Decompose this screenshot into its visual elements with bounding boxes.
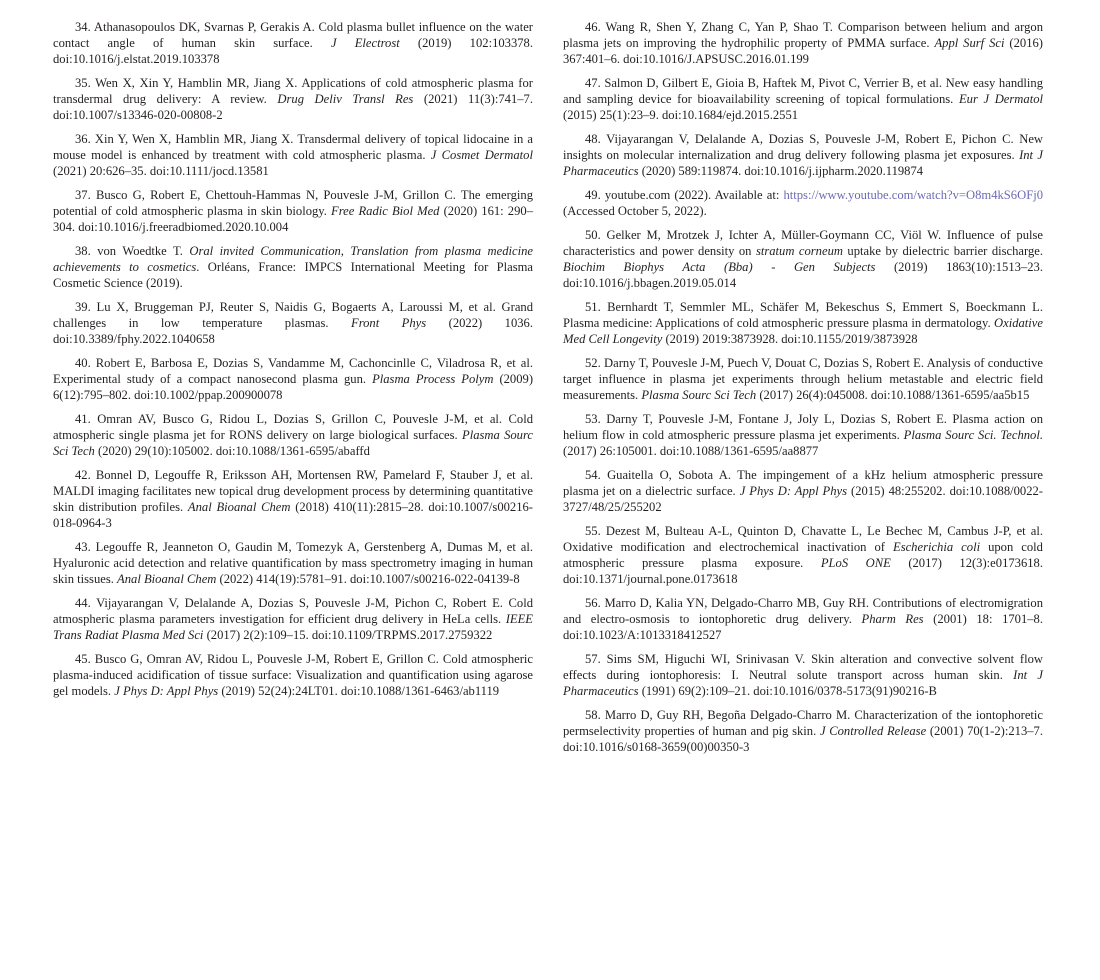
reference-text: (2020) 29(10):105002. doi:10.1088/1361-6595/abaffd <box>94 443 370 458</box>
reference-text: (2020) 161: 290–304. doi:10.1016/j.freeradbiomed.2020.10.004 <box>53 203 533 234</box>
reference-entry: 45. Busco G, Omran AV, Ridou L, Pouvesle J-M, Robert E, Grillon C. Cold atmospheric plasma-induced acidification of tissue surface: Visualization and quantification using agarose gel models. J Phys D: Appl Phys (2019) 52(24):24LT01. doi:10.1088/1361-6463/ab1119 <box>53 652 533 698</box>
reference-text: Athanasopoulos DK, Svarnas P, Gerakis A. Cold plasma bullet influence on the water contact angle of human skin surface. <box>53 20 533 50</box>
journal-title: Plasma Sourc Sci. Technol. <box>903 428 1043 443</box>
reference-number: 50 <box>585 228 598 243</box>
journal-title: Anal Bioanal Chem <box>187 499 291 514</box>
journal-title: Free Radic Biol Med <box>331 203 440 218</box>
reference-entry: 49. youtube.com (2022). Available at: https://www.youtube.com/watch?v=O8m4kS6OFj0 (Accessed October 5, 2022). <box>563 188 1043 218</box>
reference-number: 52 <box>585 356 598 371</box>
journal-title: J Controlled Release <box>819 724 927 738</box>
reference-entry: 57. Sims SM, Higuchi WI, Srinivasan V. Skin alteration and convective solvent flow effects during iontophoresis: I. Neutral solute transport across human skin. Int J Pharmaceutics (1991) 69(2):109–21. doi:10.1016/0378-5173(91)90216-B <box>563 652 1044 698</box>
reference-text: (2019) 2019:3873928. doi:10.1155/2019/3873928 <box>662 331 918 346</box>
reference-text: Busco G, Omran AV, Ridou L, Pouvesle J-M, Robert E, Grillon C. Cold atmospheric plasma-induced acidification of tissue surface: Visualization and quantification using agarose gel models. <box>53 652 533 698</box>
reference-entry: 46. Wang R, Shen Y, Zhang C, Yan P, Shao T. Comparison between helium and argon plasma jets on improving the hydrophilic property of PMMA surface. Appl Surf Sci (2016) 367:401–6. doi:10.1016/J.APSUSC.2016.01.199 <box>563 20 1043 66</box>
journal-title: PLoS ONE <box>820 555 891 570</box>
reference-entry: 41. Omran AV, Busco G, Ridou L, Dozias S, Grillon C, Pouvesle J-M, et al. Cold atmospheric single plasma jet for RONS delivery on large biological surfaces. Plasma Sourc Sci Tech (2020) 29(10):105002. doi:10.1088/1361-6595/abaffd <box>53 412 534 458</box>
reference-entry: 54. Guaitella O, Sobota A. The impingement of a kHz helium atmospheric pressure plasma jet on a dielectric surface. J Phys D: Appl Phys (2015) 48:255202. doi:10.1088/0022-3727/48/25/255202 <box>563 468 1044 514</box>
reference-text: (2018) 410(11):2815–28. doi:10.1007/s00216-018-0964-3 <box>53 499 534 530</box>
reference-text: Omran AV, Busco G, Ridou L, Dozias S, Grillon C, Pouvesle J-M, et al. Cold atmospheric single plasma jet for RONS delivery on large biological surfaces. <box>53 412 534 443</box>
reference-text: Lu X, Bruggeman PJ, Reuter S, Naidis G, Bogaerts A, Laroussi M, et al. Grand challenges in low temperature plasmas. <box>53 300 534 330</box>
reference-text: (2022) 1036. doi:10.3389/fphy.2022.1040658 <box>53 315 534 346</box>
journal-title: Int J Pharmaceutics <box>563 667 1043 698</box>
reference-text: (2015) 48:255202. doi:10.1088/0022-3727/48/25/255202 <box>563 484 1043 514</box>
reference-entry: 50. Gelker M, Mrotzek J, Ichter A, Müller-Goymann CC, Viöl W. Influence of pulse characteristics and power density on stratum corneum uptake by dielectric barrier discharge. Biochim Biophys Acta (Bba) - Gen Subjects (2019) 1863(10):1513–23. doi:10.1016/j.bbagen.2019.05.014 <box>563 228 1044 290</box>
reference-text: von Woedtke T. <box>97 244 190 259</box>
journal-title: Plasma Sourc Sci Tech <box>53 428 533 458</box>
reference-entry: 58. Marro D, Guy RH, Begoña Delgado-Charro M. Characterization of the iontophoretic permselectivity properties of human and pig skin. J Controlled Release (2001) 70(1-2):213–7. doi:10.1016/s0168-3659(00)00350-3 <box>563 708 1044 754</box>
reference-number: 39 <box>75 300 88 315</box>
reference-text: (2015) 25(1):23–9. doi:10.1684/ejd.2015.2551 <box>563 107 799 122</box>
reference-text: Marro D, Guy RH, Begoña Delgado-Charro M. Characterization of the iontophoretic permselectivity properties of human and pig skin. <box>563 708 1044 738</box>
reference-entry: 47. Salmon D, Gilbert E, Gioia B, Haftek M, Pivot C, Verrier B, et al. New easy handling and sampling device for bioavailability screening of topical formulations. Eur J Dermatol (2015) 25(1):23–9. doi:10.1684/ejd.2015.2551 <box>563 76 1043 122</box>
reference-text: Busco G, Robert E, Chettouh-Hammas N, Pouvesle J-M, Grillon C. The emerging potential of cold atmospheric plasma in skin biology. <box>53 188 533 218</box>
reference-text: (2021) 11(3):741–7. doi:10.1007/s13346-020-00808-2 <box>53 91 533 122</box>
reference-number: 51 <box>585 300 598 315</box>
reference-entry: 40. Robert E, Barbosa E, Dozias S, Vandamme M, Cachoncinlle C, Viladrosa R, et al. Experimental study of a compact nanosecond plasma gun. Plasma Process Polym (2009) 6(12):795–802. doi:10.1002/ppap.200900078 <box>53 356 534 402</box>
journal-title: J Cosmet Dermatol <box>430 147 533 162</box>
reference-number: 34 <box>75 20 88 34</box>
reference-entry: 35. Wen X, Xin Y, Hamblin MR, Jiang X. Applications of cold atmospheric plasma for transdermal drug delivery: A review. Drug Deliv Transl Res (2021) 11(3):741–7. doi:10.1007/s13346-020-00808-2 <box>53 76 533 122</box>
reference-text: Guaitella O, Sobota A. The impingement of a kHz helium atmospheric pressure plasma jet on a dielectric surface. <box>563 468 1044 499</box>
reference-text: (2021) 20:626–35. doi:10.1111/jocd.13581 <box>53 163 269 178</box>
reference-number: 58 <box>585 708 598 723</box>
reference-number: 38 <box>75 244 88 259</box>
reference-text: Marro D, Kalia YN, Delgado-Charro MB, Guy RH. Contributions of electromigration and electro-osmosis to iontophoretic drug delivery. <box>563 596 1044 626</box>
reference-text: Gelker M, Mrotzek J, Ichter A, Müller-Goymann CC, Viöl W. Influence of pulse characteristics and power density on <box>563 228 1044 259</box>
journal-title: J Electrost <box>330 35 400 50</box>
reference-number: 55 <box>585 524 598 539</box>
reference-text: (Accessed October 5, 2022). <box>563 203 707 218</box>
reference-number: 44 <box>75 596 88 611</box>
reference-text: Wen X, Xin Y, Hamblin MR, Jiang X. Applications of cold atmospheric plasma for transdermal drug delivery: A review. <box>53 76 533 106</box>
reference-text: (2019) 1863(10):1513–23. doi:10.1016/j.bbagen.2019.05.014 <box>563 259 1043 290</box>
reference-text: (2017) 2(2):109–15. doi:10.1109/TRPMS.2017.2759322 <box>203 627 493 642</box>
journal-title: J Phys D: Appl Phys <box>114 683 219 698</box>
reference-text: (2017) 12(3):e0173618. doi:10.1371/journal.pone.0173618 <box>563 555 1043 586</box>
reference-entry: 43. Legouffe R, Jeanneton O, Gaudin M, Tomezyk A, Gerstenberg A, Dumas M, et al. Hyaluronic acid detection and relative quantification by mass spectrometry imaging in human skin tissues. Anal Bioanal Chem (2022) 414(19):5781–91. doi:10.1007/s00216-022-04139-8 <box>53 540 533 586</box>
reference-entry: 56. Marro D, Kalia YN, Delgado-Charro MB, Guy RH. Contributions of electromigration and electro-osmosis to iontophoretic drug delivery. Pharm Res (2001) 18: 1701–8. doi:10.1023/A:1013318412527 <box>563 596 1044 642</box>
reference-text: (2019) 52(24):24LT01. doi:10.1088/1361-6463/ab1119 <box>218 683 500 698</box>
reference-entry: 39. Lu X, Bruggeman PJ, Reuter S, Naidis G, Bogaerts A, Laroussi M, et al. Grand challenges in low temperature plasmas. Front Phys (2022) 1036. doi:10.3389/fphy.2022.1040658 <box>53 300 534 346</box>
reference-entry: 55. Dezest M, Bulteau A-L, Quinton D, Chavatte L, Le Bechec M, Cambus J-P, et al. Oxidative modification and electrochemical inactivation of Escherichia coli upon cold atmospheric pressure plasma exposure. PLoS ONE (2017) 12(3):e0173618. doi:10.1371/journal.pone.0173618 <box>563 524 1044 586</box>
reference-number: 49 <box>585 188 598 203</box>
reference-text: Bernhardt T, Semmler ML, Schäfer M, Bekeschus S, Emmert S, Boeckmann L. Plasma medicine: Applications of cold atmospheric pressure plasma in dermatology. <box>563 300 1043 330</box>
reference-entry: 42. Bonnel D, Legouffe R, Eriksson AH, Mortensen RW, Pamelard F, Stauber J, et al. MALDI imaging facilitates new topical drug development process by determining quantitative skin distribution profiles. Anal Bioanal Chem (2018) 410(11):2815–28. doi:10.1007/s00216-018-0964-3 <box>53 468 534 530</box>
reference-number: 54 <box>585 468 598 483</box>
reference-text: (1991) 69(2):109–21. doi:10.1016/0378-5173(91)90216-B <box>638 683 937 698</box>
journal-title: J Phys D: Appl Phys <box>739 484 848 499</box>
reference-text: Robert E, Barbosa E, Dozias S, Vandamme M, Cachoncinlle C, Viladrosa R, et al. Experimental study of a compact nanosecond plasma gun. <box>53 356 533 386</box>
reference-text: Dezest M, Bulteau A-L, Quinton D, Chavatte L, Le Bechec M, Cambus J-P, et al. Oxidative modification and electrochemical inactivation of <box>563 524 1044 555</box>
reference-entry: 53. Darny T, Pouvesle J-M, Fontane J, Joly L, Dozias S, Robert E. Plasma action on helium flow in cold atmospheric pressure plasma jet experiments. Plasma Sourc Sci. Technol. (2017) 26:105001. doi:10.1088/1361-6595/aa8877 <box>563 412 1044 458</box>
reference-entry: 48. Vijayarangan V, Delalande A, Dozias S, Pouvesle J-M, Robert E, Pichon C. New insights on molecular internalization and drug delivery following plasma jet exposures. Int J Pharmaceutics (2020) 589:119874. doi:10.1016/j.ijpharm.2020.119874 <box>563 132 1044 178</box>
reference-number: 42 <box>75 468 88 483</box>
reference-number: 48 <box>585 132 598 147</box>
reference-text: (2001) 70(1-2):213–7. doi:10.1016/s0168-3659(00)00350-3 <box>563 724 1043 754</box>
journal-title: Drug Deliv Transl Res <box>277 91 414 106</box>
reference-text: (2001) 18: 1701–8. doi:10.1023/A:1013318412527 <box>563 611 1043 642</box>
reference-text: (2020) 589:119874. doi:10.1016/j.ijpharm.2020.119874 <box>638 163 924 178</box>
reference-text: upon cold atmospheric pressure plasma exposure. <box>563 540 1043 570</box>
reference-text: (2017) 26:105001. doi:10.1088/1361-6595/aa8877 <box>563 443 819 458</box>
reference-text: Darny T, Pouvesle J-M, Fontane J, Joly L, Dozias S, Robert E. Plasma action on helium flow in cold atmospheric pressure plasma jet experiments. <box>563 412 1044 443</box>
reference-number: 45 <box>75 652 88 667</box>
reference-number: 41 <box>75 412 88 427</box>
journal-title: Oral invited Communication, Translation from plasma medicine achievements to cosmetics <box>53 244 534 274</box>
reference-text: (2017) 26(4):045008. doi:10.1088/1361-6595/aa5b15 <box>756 387 1030 402</box>
references-left-column <box>53 20 533 708</box>
reference-number: 53 <box>585 412 598 427</box>
reference-text: (2009) 6(12):795–802. doi:10.1002/ppap.200900078 <box>53 372 534 402</box>
reference-text: uptake by dielectric barrier discharge. <box>842 244 1043 259</box>
reference-number: 47 <box>585 76 598 91</box>
journal-title: IEEE Trans Radiat Plasma Med Sci <box>53 611 533 642</box>
journal-title: Oxidative Med Cell Longevity <box>563 315 1043 346</box>
reference-entry: 51. Bernhardt T, Semmler ML, Schäfer M, Bekeschus S, Emmert S, Boeckmann L. Plasma medicine: Applications of cold atmospheric pressure plasma in dermatology. Oxidative Med Cell Longevity (2019) 2019:3873928. doi:10.1155/2019/3873928 <box>563 300 1043 346</box>
reference-number: 43 <box>75 540 88 555</box>
reference-text: Wang R, Shen Y, Zhang C, Yan P, Shao T. Comparison between helium and argon plasma jets on improving the hydrophilic property of PMMA surface. <box>563 20 1043 50</box>
journal-title: stratum corneum <box>755 244 843 259</box>
reference-text: Darny T, Pouvesle J-M, Puech V, Douat C, Dozias S, Robert E. Analysis of conductive target influence in plasma jet experiments through helium metastable and electric field measurements. <box>563 356 1043 402</box>
reference-entry: 37. Busco G, Robert E, Chettouh-Hammas N, Pouvesle J-M, Grillon C. The emerging potential of cold atmospheric plasma in skin biology. Free Radic Biol Med (2020) 161: 290–304. doi:10.1016/j.freeradbiomed.2020.10.004 <box>53 188 533 234</box>
reference-text: Salmon D, Gilbert E, Gioia B, Haftek M, Pivot C, Verrier B, et al. New easy handling and sampling device for bioavailability screening of topical formulations. <box>563 76 1043 106</box>
journal-title: Biochim Biophys Acta (Bba) - Gen Subjects <box>563 259 876 274</box>
reference-number: 57 <box>585 652 598 667</box>
journal-title: Plasma Process Polym <box>372 372 494 386</box>
reference-text: Bonnel D, Legouffe R, Eriksson AH, Mortensen RW, Pamelard F, Stauber J, et al. MALDI imaging facilitates new topical drug development process by determining quantitative skin distribution profiles. <box>53 468 534 514</box>
journal-title: Escherichia coli <box>893 540 981 555</box>
reference-entry: 52. Darny T, Pouvesle J-M, Puech V, Douat C, Dozias S, Robert E. Analysis of conductive target influence in plasma jet experiments through helium metastable and electric field measurements. Plasma Sourc Sci Tech (2017) 26(4):045008. doi:10.1088/1361-6595/aa5b15 <box>563 356 1043 402</box>
reference-number: 36 <box>75 132 88 147</box>
journal-title: Plasma Sourc Sci Tech <box>641 387 757 402</box>
reference-text: youtube.com (2022). Available at: <box>604 188 784 203</box>
journal-title: Front Phys <box>351 315 427 330</box>
reference-link[interactable]: https://www.youtube.com/watch?v=O8m4kS6OFj0 <box>783 188 1043 203</box>
reference-text: Sims SM, Higuchi WI, Srinivasan V. Skin alteration and convective solvent flow effects during iontophoresis: I. Neutral solute transport across human skin. <box>563 652 1044 682</box>
reference-entry: 36. Xin Y, Wen X, Hamblin MR, Jiang X. Transdermal delivery of topical lidocaine in a mouse model is enhanced by treatment with cold atmospheric plasma. J Cosmet Dermatol (2021) 20:626–35. doi:10.1111/jocd.13581 <box>53 132 534 178</box>
journal-title: Anal Bioanal Chem <box>117 571 217 586</box>
reference-number: 40 <box>75 356 88 371</box>
reference-number: 37 <box>75 188 88 203</box>
reference-text: Xin Y, Wen X, Hamblin MR, Jiang X. Transdermal delivery of topical lidocaine in a mouse model is enhanced by treatment with cold atmospheric plasma. <box>53 132 534 162</box>
journal-title: Appl Surf Sci <box>934 35 1005 50</box>
reference-text: Vijayarangan V, Delalande A, Dozias S, Pouvesle J-M, Robert E, Pichon C. New insights on molecular internalization and drug delivery following plasma jet exposures. <box>563 132 1044 162</box>
reference-entry: 38. von Woedtke T. Oral invited Communication, Translation from plasma medicine achievements to cosmetics. Orléans, France: IMPCS International Meeting for Plasma Cosmetic Science (2019). <box>53 244 534 290</box>
reference-text: (2019) 102:103378. doi:10.1016/j.elstat.2019.103378 <box>53 35 533 66</box>
reference-text: . Orléans, France: IMPCS International Meeting for Plasma Cosmetic Science (2019). <box>53 259 534 290</box>
reference-text: (2016) 367:401–6. doi:10.1016/J.APSUSC.2016.01.199 <box>563 35 1043 66</box>
reference-entry: 44. Vijayarangan V, Delalande A, Dozias S, Pouvesle J-M, Pichon C, Robert E. Cold atmospheric plasma parameters investigation for efficient drug delivery in HeLa cells. IEEE Trans Radiat Plasma Med Sci (2017) 2(2):109–15. doi:10.1109/TRPMS.2017.2759322 <box>53 596 533 642</box>
reference-text: Legouffe R, Jeanneton O, Gaudin M, Tomezyk A, Gerstenberg A, Dumas M, et al. Hyaluronic acid detection and relative quantification by mass spectrometry imaging in human skin tissues. <box>53 540 533 586</box>
journal-title: Pharm Res <box>861 611 924 626</box>
reference-text: (2022) 414(19):5781–91. doi:10.1007/s00216-022-04139-8 <box>216 571 520 586</box>
reference-text: Vijayarangan V, Delalande A, Dozias S, Pouvesle J-M, Pichon C, Robert E. Cold atmospheric plasma parameters investigation for efficient drug delivery in HeLa cells. <box>53 596 533 626</box>
journal-title: Int J Pharmaceutics <box>563 147 1043 178</box>
reference-number: 46 <box>585 20 598 34</box>
references-right-column <box>563 20 1043 764</box>
reference-number: 56 <box>585 596 598 611</box>
reference-entry: 34. Athanasopoulos DK, Svarnas P, Gerakis A. Cold plasma bullet influence on the water contact angle of human skin surface. J Electrost (2019) 102:103378. doi:10.1016/j.elstat.2019.103378 <box>53 20 533 66</box>
journal-title: Eur J Dermatol <box>958 91 1043 106</box>
reference-number: 35 <box>75 76 88 91</box>
